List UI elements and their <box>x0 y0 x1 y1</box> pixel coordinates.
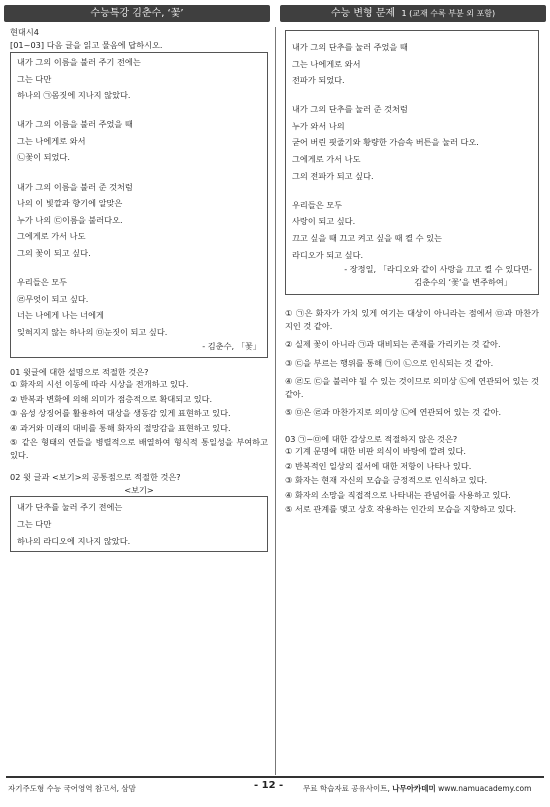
footer-left: 자기주도형 수능 국어영역 참고서, 삼맘 <box>8 784 136 793</box>
right-column <box>285 30 539 522</box>
poem-attribution-line-2: 김춘수의 ‘꽃’을 변주하여」 <box>414 276 512 287</box>
text-line: ② 실제 꽃이 아니라 ㉠과 대비되는 존재를 가리키는 것 같아. <box>285 339 501 350</box>
text-line: 내가 단추를 눌러 주기 전에는 <box>17 502 123 513</box>
text-line: ② 반복적인 일상의 질서에 대한 저항이 나타나 있다. <box>285 460 472 471</box>
left-column <box>10 26 268 558</box>
stanza-break <box>292 89 532 102</box>
text-line: 나의 이 빛깔과 향기에 알맞은 <box>17 198 123 209</box>
text-line: 하나의 라디오에 지나지 않았다. <box>17 535 131 546</box>
right-header-title: 수능 변형 문제 <box>330 8 396 19</box>
page-number: - 12 - <box>254 780 284 791</box>
poem-continued-box <box>285 30 539 295</box>
text-line: 그는 다만 <box>17 519 52 529</box>
text-line: ③ 음성 상징어를 활용하여 대상을 생동감 있게 표현하고 있다. <box>10 408 231 419</box>
poem-attribution: - 김춘수, 「꽃」 <box>202 341 261 352</box>
text-line: 누가 와서 나의 <box>292 120 345 131</box>
text-line: ① ㉠은 화자가 가치 있게 여기는 대상이 아니라는 점에서 ㉤과 마찬가지인 것 같아. <box>285 308 539 331</box>
text-line: 그는 나에게로 와서 <box>292 58 361 69</box>
left-header-bar <box>4 5 270 22</box>
section-title: 현대시4 <box>10 27 39 37</box>
text-line: 하나의 ㉠몸짓에 지나지 않았다. <box>17 90 131 101</box>
footer-right <box>303 783 531 794</box>
text-line: ④ 과거와 미래의 대비를 통해 화자의 절망감을 표현하고 있다. <box>10 422 231 433</box>
question-title: 03 ㉠~㉤에 대한 감상으로 적절하지 않은 것은? <box>285 433 458 444</box>
stanza-break <box>17 262 261 275</box>
text-line: ① 화자의 시선 이동에 따라 시상을 전개하고 있다. <box>10 379 189 390</box>
question-options <box>285 445 539 516</box>
question-02 <box>10 471 268 552</box>
text-line: 너는 나에게 나는 너에게 <box>17 310 104 321</box>
text-line: ㉡꽃이 되었다. <box>17 152 70 163</box>
text-line: 그에게로 가서 나도 <box>292 154 361 165</box>
stanza-break <box>17 104 261 117</box>
question-02-options <box>285 307 539 419</box>
question-title: 01 윗글에 대한 설명으로 적절한 것은? <box>10 366 149 377</box>
text-line: 굳어 버린 핏줄기와 황량한 가슴속 버튼을 눌러 다오. <box>292 137 479 148</box>
text-line: 내가 그의 이름을 불러 주었을 때 <box>17 119 133 130</box>
text-line: 그는 나에게로 와서 <box>17 135 86 146</box>
text-line: ④ 화자의 소망을 직접적으로 나타내는 관념어를 사용하고 있다. <box>285 489 511 500</box>
text-line: ② 반복과 변화에 의해 의미가 점층적으로 확대되고 있다. <box>10 393 213 404</box>
text-line: 우리들은 모두 <box>292 199 343 210</box>
footer-url[interactable]: www.namuacademy.com <box>438 784 532 793</box>
question-03 <box>285 433 539 516</box>
text-line: ④ ㉣도 ㉢을 불러야 될 수 있는 것이므로 의미상 ㉡에 연관되어 있는 것 같아. <box>285 376 539 399</box>
poem-lines <box>17 54 261 340</box>
text-line: 내가 그의 단추를 눌러 준 것처럼 <box>292 104 408 115</box>
stanza-break <box>292 184 532 197</box>
text-line: 누가 나의 ㉢이름을 불러다오. <box>17 214 123 225</box>
text-line: 우리들은 모두 <box>17 277 68 288</box>
question-01 <box>10 366 268 462</box>
text-line: 그에게로 가서 나도 <box>17 231 86 242</box>
text-line: 사랑이 되고 싶다. <box>292 216 356 227</box>
footer-brand: 나무아카데미 <box>392 784 436 793</box>
footer-rule <box>6 776 544 778</box>
text-line: ① 기계 문명에 대한 비판 의식이 바탕에 깔려 있다. <box>285 446 467 457</box>
text-line: 전파가 되었다. <box>292 75 345 86</box>
question-title: 02 윗 글과 <보기>의 공통점으로 적절한 것은? <box>10 472 181 483</box>
text-line: 그의 꽃이 되고 싶다. <box>17 247 91 258</box>
bogi-box <box>10 496 268 552</box>
text-line: ㉣무엇이 되고 싶다. <box>17 293 89 304</box>
column-divider <box>275 27 276 775</box>
poem-attribution-line-1: - 장정일, 「라디오와 같이 사랑을 끄고 켤 수 있다면- <box>344 264 532 275</box>
text-line: ③ 화자는 현재 자신의 모습을 긍정적으로 인식하고 있다. <box>285 475 488 486</box>
poem-box <box>10 52 268 358</box>
stanza-break <box>17 166 261 179</box>
text-line: 라디오가 되고 싶다. <box>292 249 364 260</box>
text-line: 내가 그의 이름을 불러 주기 전에는 <box>17 57 141 67</box>
text-line: 그의 전파가 되고 싶다. <box>292 170 374 181</box>
left-header-title: 수능특강 김춘수, ‘꽃’ <box>90 8 184 19</box>
text-line: 그는 다만 <box>17 73 52 84</box>
text-line: 내가 그의 단추를 눌러 주었을 때 <box>292 42 408 52</box>
text-line: ⑤ ㉤은 ㉣과 마찬가지로 의미상 ㉡에 연관되어 있는 것 같아. <box>285 407 502 418</box>
right-header-bar <box>280 5 546 22</box>
text-line: ⑤ 같은 형태의 연들을 병렬적으로 배열하여 형식적 통일성을 부여하고 있다. <box>10 437 268 460</box>
right-header-subtitle: 1 (교재 수록 부분 외 포함) <box>401 9 496 18</box>
bogi-lines <box>17 499 261 549</box>
text-line: 잊혀지지 않는 하나의 ㉤눈짓이 되고 싶다. <box>17 326 168 337</box>
text-line: 내가 그의 이름을 불러 준 것처럼 <box>17 181 133 192</box>
footer-site-text: 무료 학습자료 공유사이트, <box>303 784 390 793</box>
poem-lines <box>292 39 532 263</box>
text-line: ⑤ 서로 관계를 맺고 상호 작용하는 인간의 모습을 지향하고 있다. <box>285 504 517 515</box>
bogi-label: <보기> <box>124 484 154 495</box>
text-line: ③ ㉢을 부르는 행위를 통해 ㉠이 ㉡으로 인식되는 것 같아. <box>285 357 494 368</box>
question-options <box>10 378 268 461</box>
text-line: 끄고 싶을 때 끄고 켜고 싶을 때 켤 수 있는 <box>292 232 442 243</box>
instruction: [01~03] 다음 글을 읽고 물음에 답하시오. <box>10 39 163 50</box>
